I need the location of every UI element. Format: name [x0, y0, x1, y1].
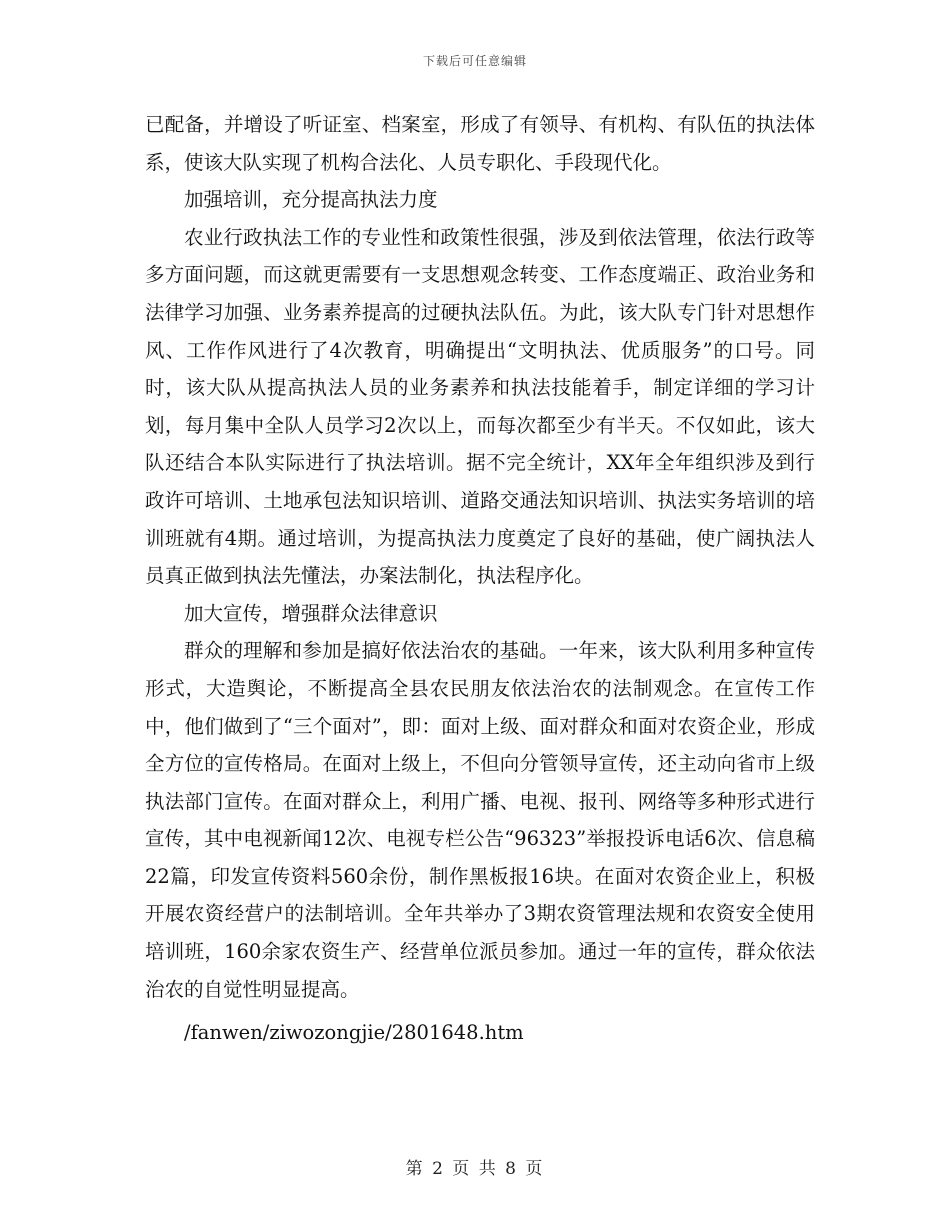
section-heading-training: 加强培训，充分提高执法力度	[184, 188, 438, 212]
paragraph-publicity: 群众的理解和参加是搞好依法治农的基础。一年来，该大队利用多种宣传形式，大造舆论，不断提高全县农民朋友依法治农的法制观念。在宣传工作中，他们做到了“三个面对”，即：面对上级、面对群众和面对农资企业，形成全方位的宣传格局。在面对上级上，不但向分管领导宣传，还主动向省市上级执法部门宣传。在面对群众上，利用广播、电视、报刊、网络等多种形式进行宣传，其中电视新闻12次、电视专栏公告“96323”举报投诉电话6次、信息稿22篇，印发宣传资料560余份，制作黑板报16块。在面对农资企业上，积极开展农资经营户的法制培训。全年共举办了3期农资管理法规和农资安全使用培训班，160余家农资生产、经营单位派员参加。通过一年的宣传，群众依法治农的自觉性明显提高。	[145, 639, 815, 1001]
page-header: 下载后可任意编辑	[422, 54, 527, 68]
paragraph-training: 农业行政执法工作的专业性和政策性很强，涉及到依法管理，依法行政等多方面问题，而这就更需要有一支思想观念转变、工作态度端正、政治业务和法律学习加强、业务素养提高的过硬执法队伍。为此，该大队专门针对思想作风、工作作风进行了4次教育，明确提出“文明执法、优质服务”的口号。同时，该大队从提高执法人员的业务素养和执法技能着手，制定详细的学习计划，每月集中全队人员学习2次以上，而每次都至少有半天。不仅如此，该大队还结合本队实际进行了执法培训。据不完全统计，XX年全年组织涉及到行政许可培训、土地承包法知识培训、道路交通法知识培训、执法实务培训的培训班就有4期。通过培训，为提高执法力度奠定了良好的基础，使广阔执法人员真正做到执法先懂法，办案法制化，执法程序化。	[145, 225, 815, 588]
paragraph-continued: 已配备，并增设了听证室、档案室，形成了有领导、有机构、有队伍的执法体系，使该大队实现了机构合法化、人员专职化、手段现代化。	[145, 113, 815, 174]
section-heading-publicity: 加大宣传，增强群众法律意识	[184, 601, 438, 625]
page-number-footer: 第 2 页 共 8 页	[405, 1159, 545, 1179]
document-body	[145, 106, 815, 1052]
source-url: /fanwen/ziwozongjie/2801648.htm	[184, 1021, 524, 1045]
